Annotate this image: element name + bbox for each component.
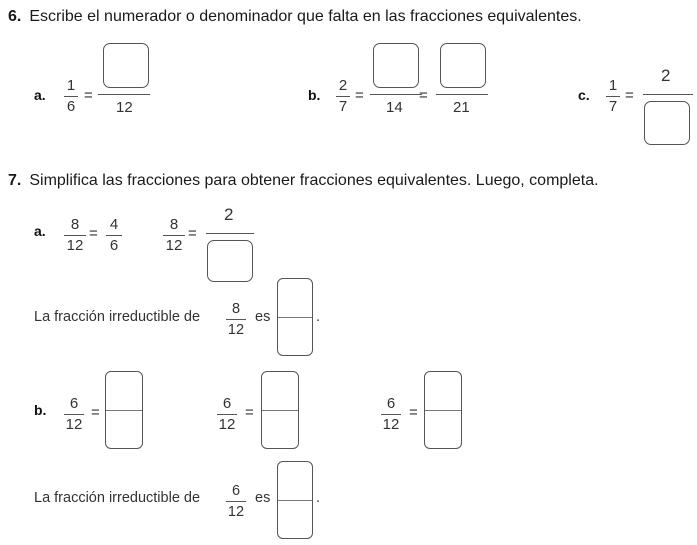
sentence-7a-period: .: [316, 309, 321, 325]
fraction-6b-given: [336, 78, 350, 115]
fraction-bar: [106, 410, 142, 411]
sentence-7a-prefix: La fracción irreductible de: [34, 309, 201, 325]
denominator: 12: [218, 416, 236, 433]
answer-box-6c-denominator[interactable]: [644, 101, 690, 145]
fraction-7a-sentence: [226, 301, 246, 338]
denominator: 7: [608, 98, 618, 115]
fraction-7a-second: [163, 217, 185, 254]
denominator: 12: [227, 504, 245, 520]
answer-box-7b-2[interactable]: [261, 371, 299, 449]
sentence-7b-es: es: [255, 490, 271, 506]
fraction-7b-1: [64, 396, 84, 433]
answer-box-6a-numerator[interactable]: [103, 43, 149, 88]
fraction-7a-start: [64, 217, 86, 254]
denominator: 21: [453, 99, 470, 116]
fraction-bar: [64, 96, 78, 97]
equals-sign: =: [625, 87, 634, 104]
numerator: 6: [386, 395, 396, 412]
fraction-bar: [226, 319, 246, 320]
answer-box-7b-3[interactable]: [424, 371, 462, 449]
numerator: 2: [661, 66, 671, 85]
numerator: 8: [169, 216, 179, 233]
exercise-7-instruction: Simplifica las fracciones para obtener fracciones equivalentes. Luego, completa.: [29, 172, 599, 189]
equals-sign: =: [355, 87, 364, 104]
fraction-bar: [206, 233, 254, 234]
numerator: 2: [338, 77, 348, 94]
fraction-bar: [643, 94, 693, 95]
denominator: 12: [116, 99, 133, 116]
fraction-bar: [64, 414, 84, 415]
item-7a-label: a.: [34, 223, 46, 239]
numerator: 1: [66, 77, 76, 94]
exercise-6-number: 6.: [8, 8, 22, 25]
answer-box-6b-numerator-1[interactable]: [373, 43, 419, 88]
fraction-6a-given: [64, 78, 78, 115]
numerator: 2: [224, 205, 234, 224]
numerator: 8: [231, 301, 241, 317]
equals-sign: =: [409, 404, 418, 421]
answer-box-6b-numerator-2[interactable]: [440, 43, 486, 88]
fraction-bar: [381, 414, 401, 415]
numerator: 4: [109, 216, 119, 233]
fraction-bar: [163, 235, 185, 236]
denominator: 6: [66, 98, 76, 115]
fraction-bar: [436, 94, 488, 95]
answer-box-7b-1[interactable]: [105, 371, 143, 449]
sentence-7a-es: es: [255, 309, 271, 325]
item-6c-label: c.: [578, 87, 590, 103]
fraction-bar: [278, 500, 312, 501]
numerator: 6: [69, 395, 79, 412]
fraction-7b-sentence: [226, 483, 246, 520]
answer-box-7a-irreducible[interactable]: [277, 278, 313, 356]
numerator: 8: [70, 216, 80, 233]
numerator: 6: [222, 395, 232, 412]
fraction-7b-3: [381, 396, 401, 433]
fraction-6c-given: [606, 78, 620, 115]
item-6b-label: b.: [308, 87, 321, 103]
denominator: 12: [66, 237, 84, 254]
sentence-7b-period: .: [316, 490, 321, 506]
fraction-bar: [262, 410, 298, 411]
numerator: 1: [608, 77, 618, 94]
fraction-bar: [278, 317, 312, 318]
denominator: 12: [382, 416, 400, 433]
denominator: 12: [65, 416, 83, 433]
equals-sign: =: [84, 87, 93, 104]
equals-sign: =: [419, 87, 428, 104]
fraction-bar: [106, 235, 122, 236]
numerator: 6: [231, 483, 241, 499]
fraction-bar: [425, 410, 461, 411]
sentence-7b-prefix: La fracción irreductible de: [34, 490, 201, 506]
fraction-7a-simplified: [106, 217, 122, 254]
answer-box-7b-irreducible[interactable]: [277, 461, 313, 539]
item-7b-label: b.: [34, 402, 47, 418]
denominator: 6: [109, 237, 119, 254]
denominator: 12: [227, 322, 245, 338]
exercise-6-instruction: Escribe el numerador o denominador que falta en las fracciones equivalentes.: [29, 8, 582, 25]
equals-sign: =: [89, 225, 98, 242]
denominator: 14: [386, 99, 403, 116]
equals-sign: =: [245, 404, 254, 421]
fraction-bar: [226, 501, 246, 502]
fraction-bar: [336, 96, 350, 97]
exercise-6-heading: [8, 8, 582, 26]
fraction-bar: [606, 96, 620, 97]
denominator: 7: [338, 98, 348, 115]
denominator: 12: [165, 237, 183, 254]
equals-sign: =: [188, 225, 197, 242]
fraction-bar: [217, 414, 237, 415]
equals-sign: =: [91, 404, 100, 421]
fraction-7b-2: [217, 396, 237, 433]
fraction-bar: [64, 235, 86, 236]
item-6a-label: a.: [34, 87, 46, 103]
exercise-7-number: 7.: [8, 172, 22, 189]
answer-box-7a-denominator[interactable]: [207, 240, 253, 282]
fraction-bar: [98, 94, 150, 95]
exercise-7-heading: [8, 172, 599, 190]
fraction-bar: [370, 94, 422, 95]
